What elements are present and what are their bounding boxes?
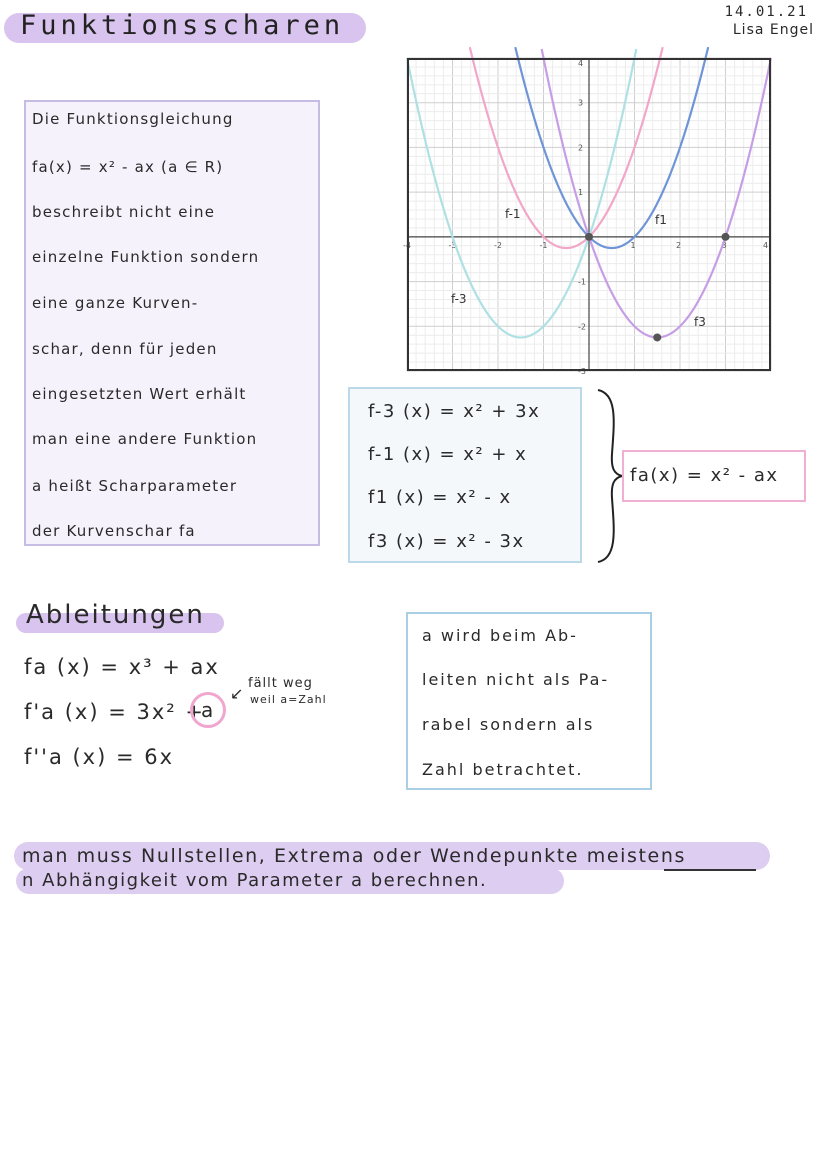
x-tick-label: 3 [721, 240, 727, 250]
general-formula-box [622, 450, 806, 502]
example-f1: f1 (x) = x² - x [368, 487, 512, 508]
note-line: fällt weg [248, 676, 313, 691]
derivative-line: f'a (x) = 3x² + [24, 700, 205, 724]
author-label: Lisa Engel [732, 22, 814, 38]
bottom-note-line: man muss Nullstellen, Extrema oder Wendepunkte meistens [22, 845, 686, 867]
derivative-line: f''a (x) = 6x [24, 745, 175, 769]
y-tick-label: 1 [578, 188, 584, 198]
intro-line: schar, denn für jeden [32, 340, 218, 358]
curve-label-f1: f1 [655, 213, 667, 227]
intro-line: Die Funktionsgleichung [32, 110, 234, 128]
arrow-icon: ↙ [230, 684, 244, 703]
marked-point [585, 233, 593, 241]
y-tick-label: -3 [578, 367, 586, 376]
example-f-1: f-1 (x) = x² + x [368, 444, 528, 465]
example-f-3: f-3 (x) = x² + 3x [368, 401, 541, 422]
y-tick-label: -1 [578, 277, 586, 287]
section-title-ableitungen: Ableitungen [26, 600, 205, 630]
date-label: 14.01.21 [724, 4, 808, 20]
intro-line: man eine andere Funktion [32, 430, 258, 448]
page-title: Funktionsscharen [20, 10, 345, 41]
circled-parameter [190, 692, 226, 728]
curve-f3 [539, 49, 771, 337]
examples-box [348, 387, 582, 563]
graph-points [585, 233, 730, 342]
intro-line: eine ganze Kurven- [32, 294, 199, 312]
curve-label-f3: f3 [694, 315, 706, 329]
marked-point [722, 233, 730, 241]
remark-line: rabel sondern als [422, 715, 595, 734]
remark-box [406, 612, 652, 790]
x-tick-label: -3 [448, 240, 457, 250]
example-f3: f3 (x) = x² - 3x [368, 531, 525, 552]
intro-line: fa(x) = x² - ax (a ∈ R) [32, 158, 224, 176]
curve-f-3 [407, 49, 636, 337]
note-line: weil a=Zahl [250, 693, 327, 706]
underline-meistens [664, 869, 756, 871]
x-tick-label: -2 [494, 240, 502, 250]
circled-parameter-text: a [201, 698, 214, 722]
x-tick-label: -4 [403, 240, 411, 250]
y-tick-label: -2 [578, 322, 586, 332]
remark-line: Zahl betrachtet. [422, 760, 584, 779]
y-tick-label: 4 [578, 59, 584, 68]
intro-line: beschreibt nicht eine [32, 203, 216, 221]
remark-line: a wird beim Ab- [422, 626, 578, 645]
x-tick-label: 2 [676, 240, 682, 250]
curve-label-f-3: f-3 [451, 292, 467, 306]
intro-line: a heißt Scharparameter [32, 477, 238, 495]
intro-line: eingesetzten Wert erhält [32, 385, 247, 403]
derivative-line: fa (x) = x³ + ax [24, 655, 220, 679]
x-tick-label: -1 [539, 240, 548, 250]
function-graph [403, 58, 771, 376]
curve-label-f-1: f-1 [505, 207, 521, 221]
intro-line: einzelne Funktion sondern [32, 248, 260, 266]
graph-ticks [403, 59, 768, 376]
remark-line: leiten nicht als Pa- [422, 670, 610, 689]
x-tick-label: 4 [763, 240, 769, 250]
marked-point [653, 333, 661, 341]
y-tick-label: 3 [578, 98, 584, 108]
general-formula: fa(x) = x² - ax [630, 465, 779, 486]
y-tick-label: 2 [578, 143, 584, 153]
bottom-note-line: n Abhängigkeit vom Parameter a berechnen. [22, 870, 488, 891]
intro-line: der Kurvenschar fa [32, 522, 196, 540]
intro-box [24, 100, 320, 546]
x-tick-label: 1 [630, 240, 636, 250]
